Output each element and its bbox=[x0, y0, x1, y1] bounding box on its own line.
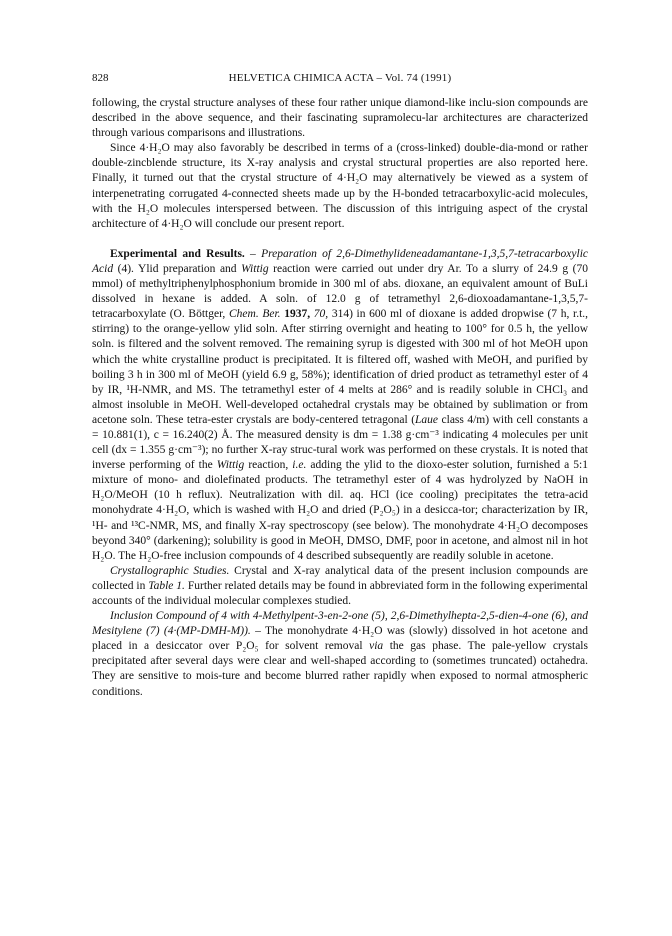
paragraph-experimental bbox=[92, 247, 588, 564]
paragraph-inclusion-compound bbox=[92, 609, 588, 700]
table-reference: Table 1. bbox=[148, 579, 185, 592]
body-text bbox=[92, 96, 588, 700]
journal-year: 1937, bbox=[280, 308, 311, 321]
text-segment: Crystal and X-ray analytical data of the present inclusion compounds are collected in bbox=[92, 564, 589, 592]
dash: – bbox=[244, 247, 262, 260]
compound-label: (4). bbox=[113, 262, 134, 275]
text-segment: Ylid preparation and bbox=[133, 262, 242, 275]
paragraph-double-diamond: Since 4·H₂O may also favorably be described in terms of a (cross-linked) double-dia-mond or rather double-zincblende structure, its X-ray analysis and crystal structural properties are also reported here. Finally, it turned out that the crystal structure of 4·H₂O may alternatively be viewed as a system of interpenetrating corrugated 4-connected sheets made up by the H-bonded tetracarboxylic-acid molecules, with the H₂O molecules interspersed between. The discussion of this intriguing aspect of the crystal architecture of 4·H₂O will conclude our present report. bbox=[92, 142, 588, 230]
abbrev-ie: i.e. bbox=[292, 459, 307, 472]
page-header bbox=[92, 70, 588, 86]
text-segment: 314) in 600 ml of dioxane is added dropwise (7 h, r.t., stirring) to the orange-yellow ylid soln. After stirring overnight and heating to 100° for 0.5 h, the yellow soln. is filtered and the solvent removed. The remaining syrup is digested with 300 ml of hot MeOH upon which the white crystalline product is precipitated. It is filtered off, washed with MeOH, and purified by boiling 3 h in 300 ml of MeOH (yield 6.9 g, 58%); identification of dried product as tetramethyl ester of 4 by IR, ¹H-NMR, and MS. The tetramethyl ester of 4 melts at 286° and is readily soluble in CHCl₃ and almost insoluble in MeOH. Well-developed octahedral crystals may be obtained by sublimation or from acetone soln. These tetra-ester crystals are body-centered tetragonal ( bbox=[92, 308, 589, 426]
text-segment: reaction were carried out under dry Ar. To a slurry of 24.9 g (70 mmol) of methyltriphenylphosphonium bromide in 300 ml of abs. dioxane, an equivalent amount of BuLi dissolved in hexane is added. A soln. of 12.0 g of tetramethyl 2,6-dioxoadamantane-1,3,5,7-tetracarboxylate (O. Böttger, bbox=[92, 262, 588, 321]
text-segment: adding the ylid to the dioxo-ester solution, furnished a 5:1 mixture of mono- and diolefinated products. The tetramethyl ester of 4 was hydrolyzed by NaOH in H₂O/MeOH (10 h reflux). Neutralization with dil. aq. HCl (ice cooling) precipitates the tetra-acid monohydrate 4·H₂O, which is washed with H₂O and dried (P₂O₅) in a desicca-tor; characterization by IR, ¹H- and ¹³C-NMR, MS, and finally X-ray spectroscopy (see below). The monohydrate 4·H₂O decomposes beyond 340° (darkening); solubility is good in MeOH, DMSO, DMF, poor in acetone, and almost nil in hot H₂O. The H₂O-free inclusion compounds of 4 described subsequently are readily soluble in acetone. bbox=[92, 459, 588, 562]
term-via: via bbox=[369, 640, 384, 653]
text-segment: class 4/m) with cell constants a = 10.881(1), c = 16.240(2) Å. The measured density is dm = 1.38 g·cm⁻³ indicating 4 molecules per unit cell (dx = 1.355 g·cm⁻³); no further X-ray struc-tural work was performed on these crystals. It is noted that inverse performing of the bbox=[92, 413, 588, 472]
name-wittig: Wittig bbox=[241, 262, 269, 275]
running-head: HELVETICA CHIMICA ACTA – Vol. 74 (1991) bbox=[228, 72, 452, 84]
name-wittig: Wittig bbox=[216, 459, 245, 472]
subsection-heading-crystallographic: Crystallographic Studies. bbox=[110, 564, 230, 577]
text-segment: the gas phase. The pale-yellow crystals precipitated after several days were clear and well-shaped according to (sometimes truncated) octahedra. They are sensitive to mois-ture and become blurred rather rapidly when exposed to normal atmospheric conditions. bbox=[92, 640, 588, 698]
paragraph-crystallographic bbox=[92, 564, 588, 609]
paragraph-intro-continuation: following, the crystal structure analyses of these four rather unique diamond-like inclu-sion compounds are described in the above sequence, and their fascinating supramolecu-lar architectures are characterized through various comparisons and illustrations. bbox=[92, 97, 588, 140]
text-segment: Further related details may be found in abbreviated form in the following experimental accounts of the individual molecular complexes studied. bbox=[92, 579, 588, 607]
section-heading-experimental: Experimental and Results. bbox=[110, 247, 245, 260]
term-laue: Laue bbox=[415, 413, 439, 426]
subsection-heading-inclusion: Inclusion Compound of 4 with 4-Methylpent-3-en-2-one (5), 2,6-Dimethylhepta-2,5-dien-4-one (6), and Mesitylene (7) (4·(MP-DMH-M)). bbox=[92, 610, 588, 638]
journal-name: Chem. Ber. bbox=[228, 308, 281, 321]
subsection-heading-preparation: Preparation of 2,6-Dimethylideneadamantane-1,3,5,7-tetracarboxylic Acid bbox=[92, 247, 588, 275]
journal-volume: 70, bbox=[310, 308, 329, 321]
text-segment: – The monohydrate 4·H₂O was (slowly) dissolved in hot acetone and placed in a desiccator over P₂O₅ for solvent removal bbox=[92, 625, 588, 653]
text-segment: reaction, bbox=[244, 459, 293, 472]
page-number: 828 bbox=[92, 72, 109, 84]
